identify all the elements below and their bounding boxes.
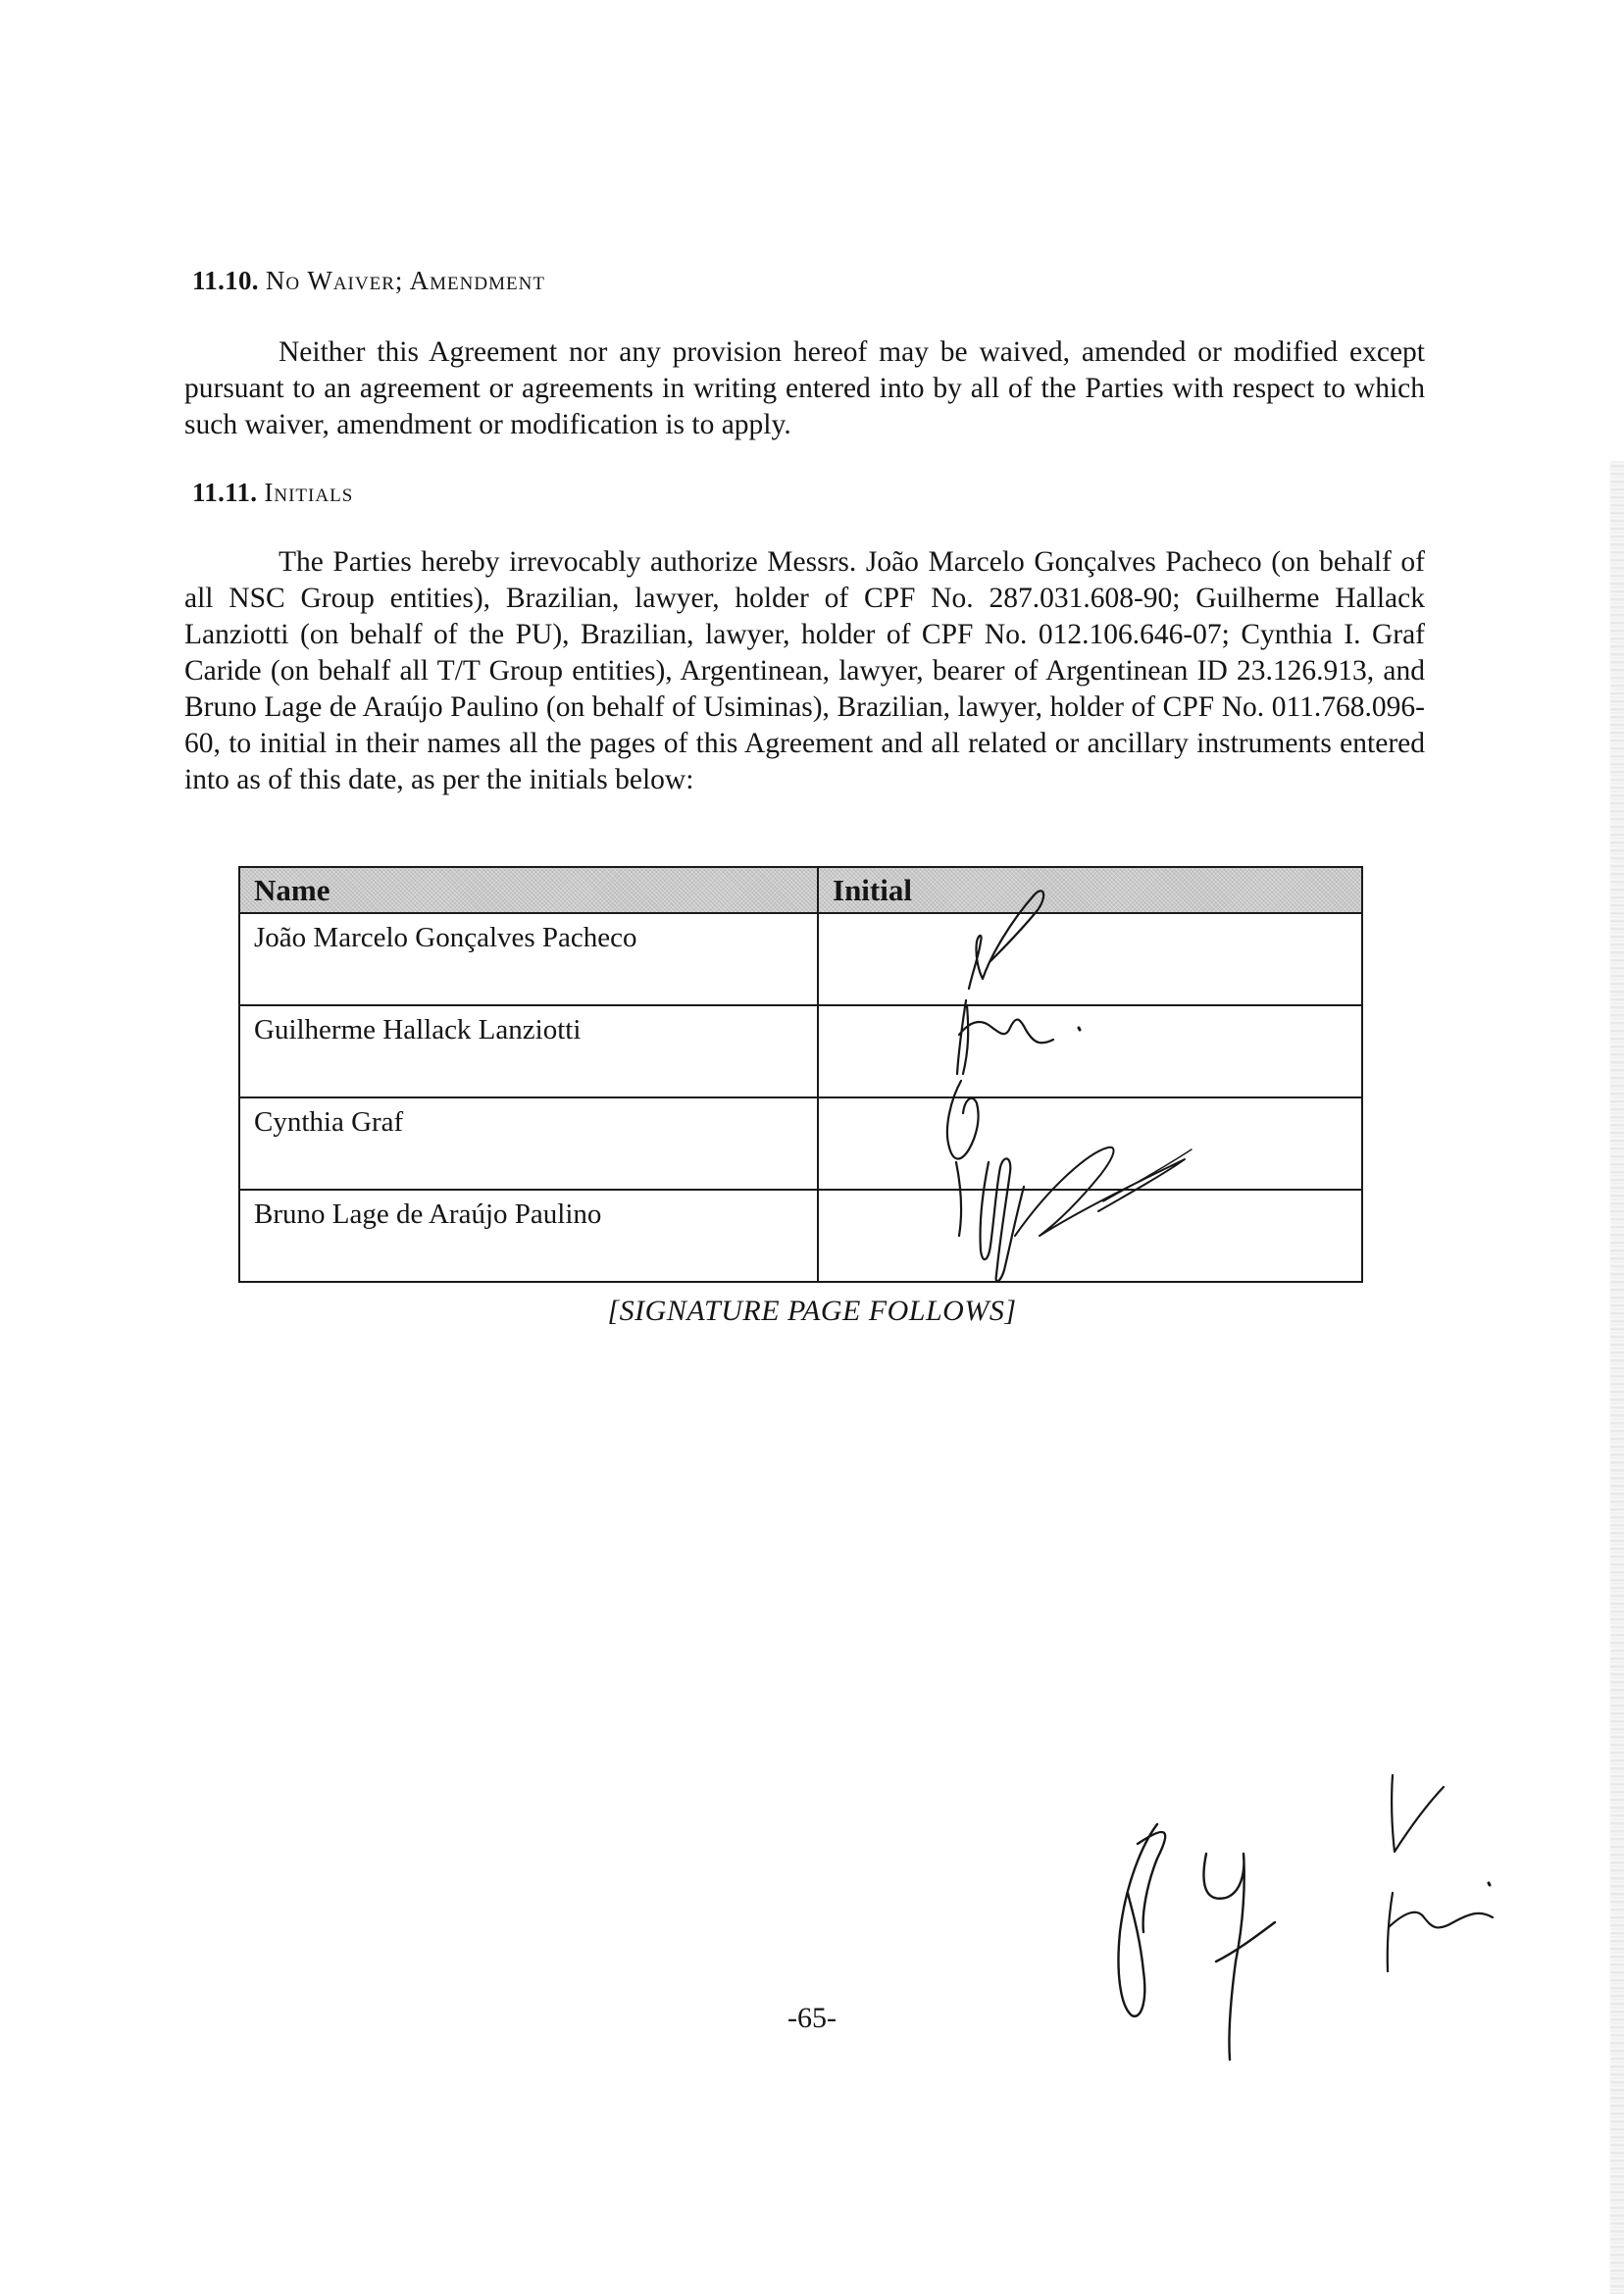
party-name-cell: Guilherme Hallack Lanziotti	[239, 1005, 818, 1097]
section-body-initials: The Parties hereby irrevocably authorize Messrs. João Marcelo Gonçalves Pacheco (on behalf of all NSC Group entities), Brazilian, lawyer, holder of CPF No. 287.031.608-90; Guilherme Hallack Lanziotti (on behalf of the PU), Brazilian, lawyer, holder of CPF No. 012.106.646-07; Cynthia I. Graf Caride (on behalf all T/T Group entities), Argentinean, lawyer, bearer of Argentinean ID 23.126.913, and Bruno Lage de Araújo Paulino (on behalf of Usiminas), Brazilian, lawyer, holder of CPF No. 011.768.096-60, to initial in their names all the pages of this Agreement and all related or ancillary instruments entered into as of this date, as per the initials below:	[184, 546, 1425, 795]
initial-stroke	[1015, 1147, 1185, 1236]
section-number: 11.11.	[192, 478, 258, 507]
initial-stroke	[1388, 1893, 1493, 1971]
initial-stroke	[1203, 1854, 1275, 2060]
section-title: Initials	[264, 478, 354, 507]
party-name-cell: João Marcelo Gonçalves Pacheco	[239, 913, 818, 1005]
section-body-no-waiver: Neither this Agreement nor any provision hereof may be waived, amended or modified except pursuant to an agreement or agreements in writing entered into by all of the Parties with respect to which such waiver, amendment or modification is to apply.	[184, 336, 1425, 440]
initial-stroke	[1079, 1028, 1080, 1030]
initial-stroke	[969, 891, 1043, 989]
section-heading-no-waiver	[192, 266, 545, 296]
initial-stroke	[1119, 1824, 1166, 2016]
initial-stroke	[947, 1081, 979, 1159]
column-header-initial: Initial	[818, 867, 1362, 913]
section-number: 11.10.	[192, 266, 259, 295]
column-header-name: Name	[239, 867, 818, 913]
initial-stroke	[957, 1000, 1053, 1074]
initial-stroke	[956, 1158, 1024, 1281]
initial-stroke	[1103, 1149, 1192, 1201]
section-title: No Waiver; Amendment	[265, 266, 545, 295]
party-name-cell: Cynthia Graf	[239, 1097, 818, 1190]
section-heading-initials	[192, 478, 353, 508]
signature-page-note: [SIGNATURE PAGE FOLLOWS]	[607, 1295, 1017, 1327]
margin-initials-signatures	[1098, 1736, 1530, 2109]
table-initials-signatures	[922, 863, 1275, 1334]
initial-stroke	[1392, 1775, 1444, 1852]
page-number: -65-	[787, 2002, 837, 2034]
initial-stroke	[1489, 1883, 1490, 1885]
party-name-cell: Bruno Lage de Araújo Paulino	[239, 1190, 818, 1282]
